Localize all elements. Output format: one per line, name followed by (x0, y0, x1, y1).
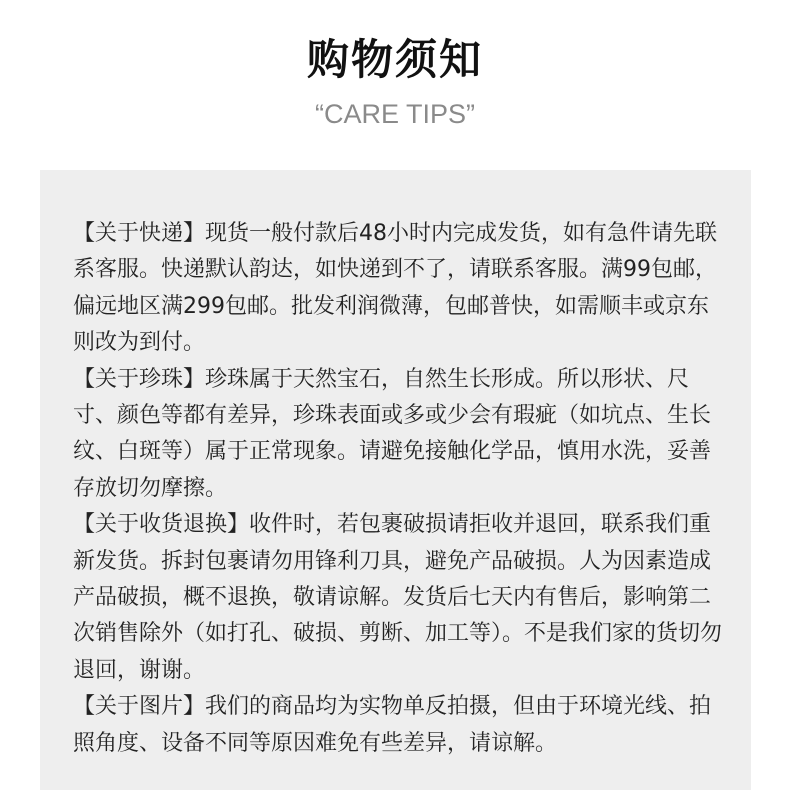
tip-images-heading: 【关于图片】 (73, 694, 206, 720)
page-title: 购物须知 (306, 35, 483, 84)
tip-returns (73, 507, 723, 689)
tip-express-text: 现货一般付款后48小时内完成发货，如有急件请先联系客服。快递默认韵达，如快递到不了，请联系客服。满99包邮，偏远地区满299包邮。批发利润微薄，包邮普快，如需顺丰或京东则改为到付。 (73, 221, 718, 356)
tip-pearl-text: 珍珠属于天然宝石，自然生长形成。所以形状、尺寸、颜色等都有差异，珍珠表面或多或少会有瑕疵（如坑点、生长纹、白斑等）属于正常现象。请避免接触化学品，慎用水洗，妥善存放切勿摩擦。 (73, 366, 712, 501)
tip-express (73, 216, 723, 362)
tip-express-heading: 【关于快递】 (73, 221, 206, 246)
tip-returns-text: 收件时，若包裹破损请拒收并退回，联系我们重新发货。拆封包裹请勿用锋利刀具，避免产品破损。人为因素造成产品破损，概不退换，敬请谅解。发货后七天内有售后，影响第二次销售除外（如打孔、破损、剪断、加工等）。不是我们家的货切勿退回，谢谢。 (73, 512, 723, 683)
tip-images (73, 689, 723, 762)
page-subtitle: “CARE TIPS” (314, 99, 476, 129)
tips-panel (40, 170, 751, 790)
tip-pearl-heading: 【关于珍珠】 (73, 366, 206, 392)
tip-returns-heading: 【关于收货退换】 (73, 512, 250, 538)
tips-content (73, 216, 723, 762)
tip-pearl (73, 362, 723, 508)
tip-images-text: 我们的商品均为实物单反拍摄，但由于环境光线、拍照角度、设备不同等原因难免有些差异，请谅解。 (73, 694, 712, 756)
